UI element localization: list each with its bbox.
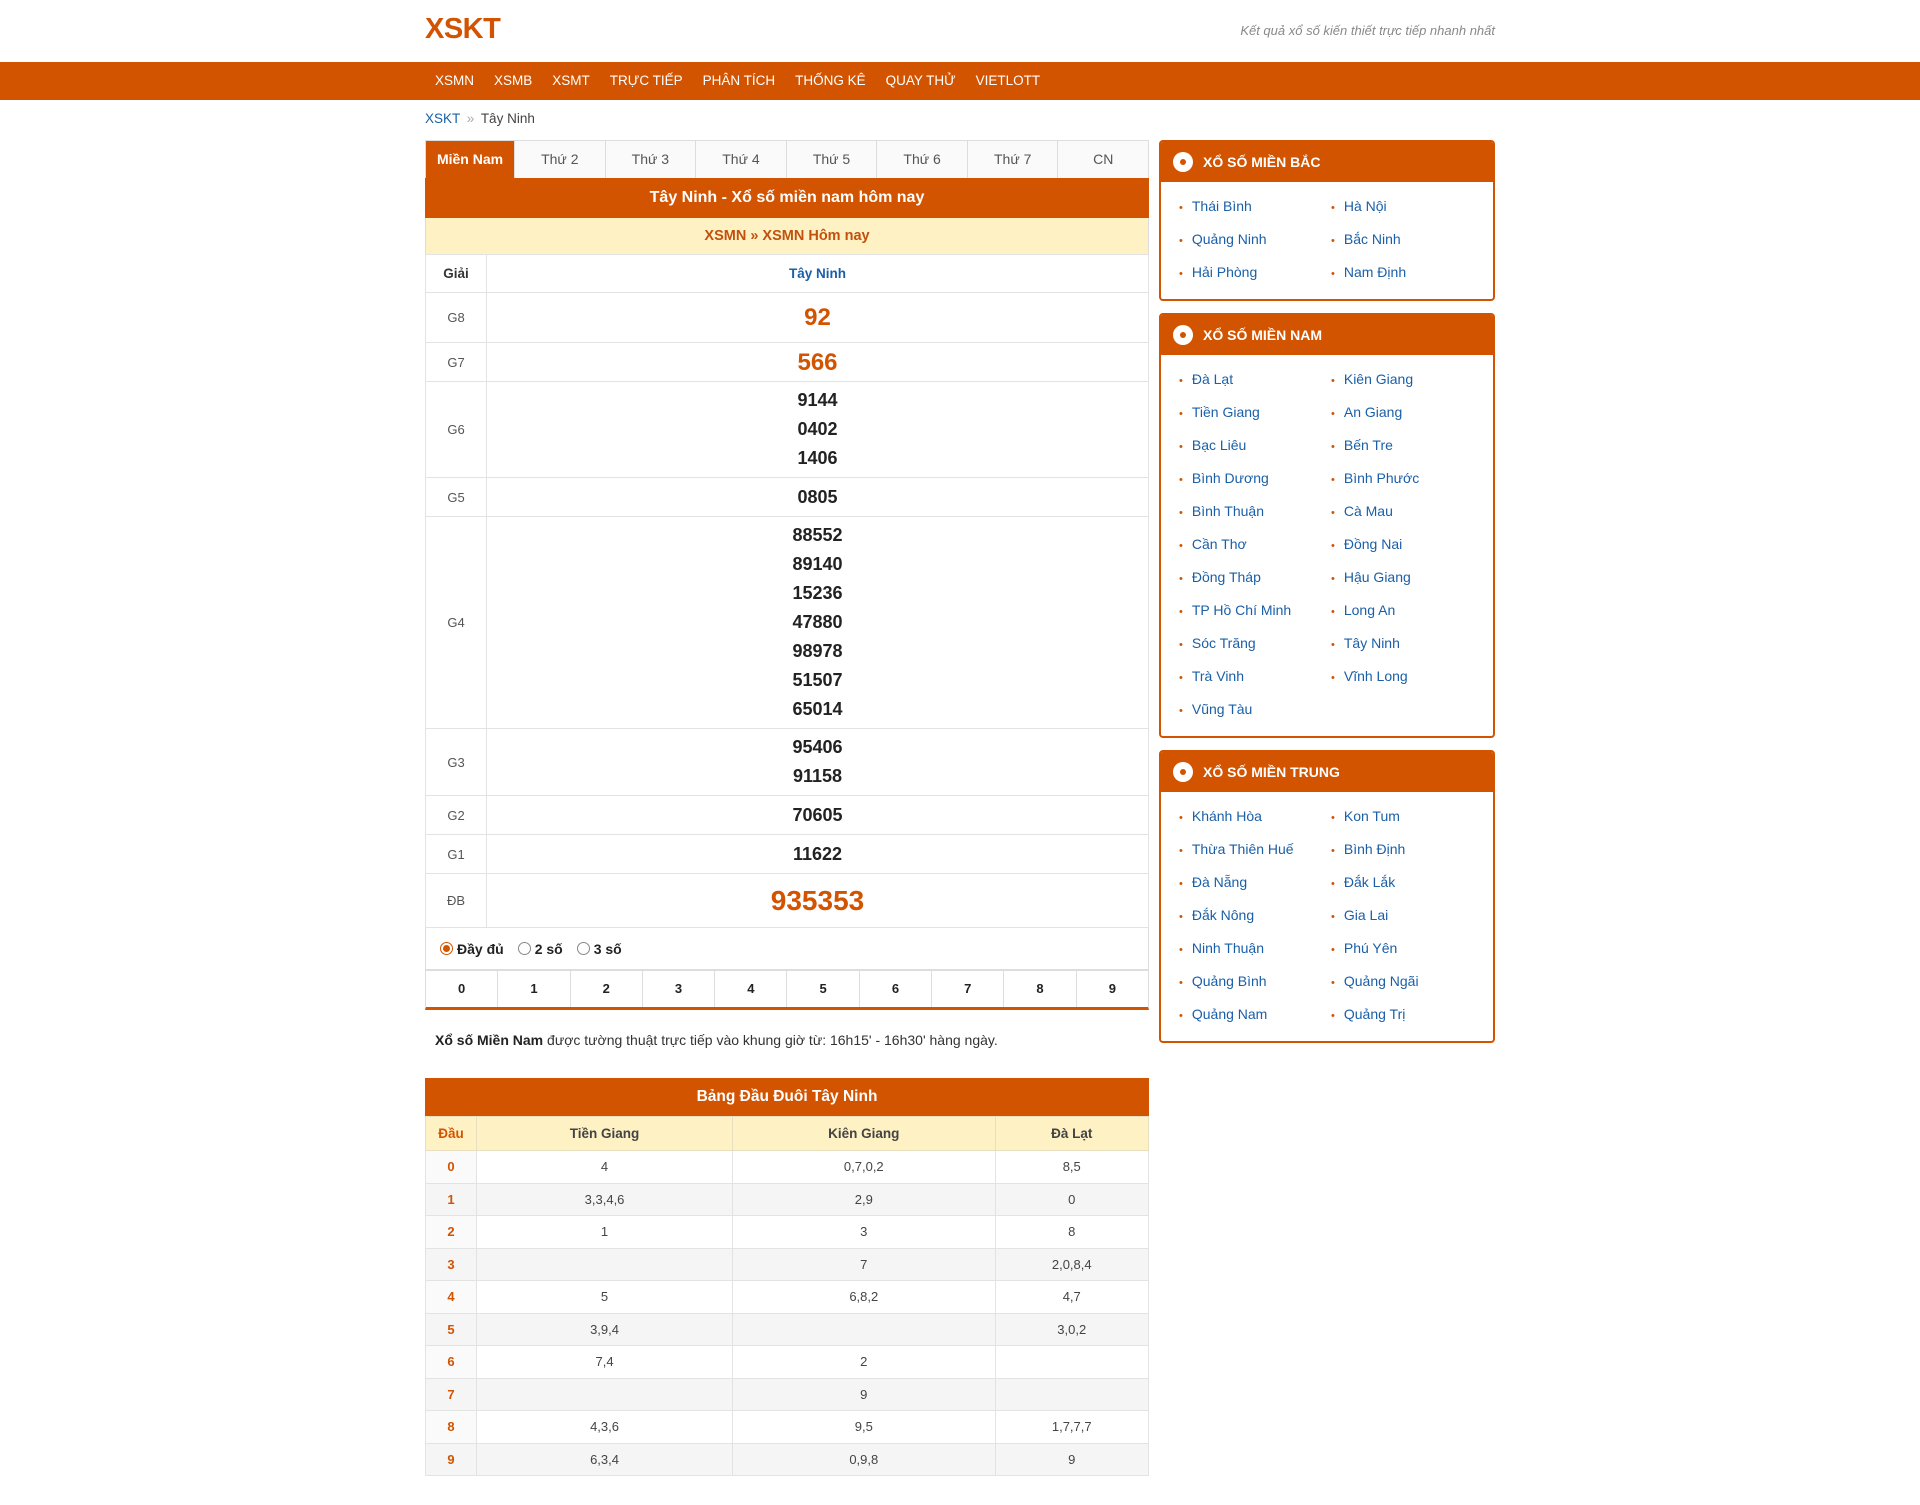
dau-duoi-title: Bảng Đầu Đuôi Tây Ninh [425, 1078, 1149, 1116]
province-name: Đồng Nai [1343, 536, 1403, 552]
dau-duoi-row [426, 1151, 1149, 1184]
province-link[interactable] [1179, 433, 1331, 466]
bullet-icon: • [1179, 474, 1183, 486]
bullet-icon: • [1179, 573, 1183, 585]
region-box [1159, 313, 1495, 738]
bullet-icon: • [1331, 474, 1335, 486]
prize-number: 89140 [792, 554, 843, 574]
dau-cell: 8 [426, 1411, 477, 1444]
province-link[interactable] [1331, 969, 1483, 1002]
col-header-giai: Giải [426, 255, 487, 293]
breadcrumb-home[interactable]: XSKT [425, 111, 461, 126]
province-name: An Giang [1343, 404, 1403, 420]
region-box-title: XỔ SỐ MIỀN NAM [1203, 327, 1323, 343]
bullet-icon: • [1179, 375, 1183, 387]
province-name: Hậu Giang [1343, 569, 1411, 585]
province-link[interactable] [1179, 260, 1331, 293]
bullet-icon: • [1331, 845, 1335, 857]
province-link[interactable] [1179, 697, 1331, 730]
province-link[interactable] [1179, 804, 1331, 837]
tab-day[interactable]: Thứ 7 [968, 141, 1059, 178]
duoi-cell: 5 [477, 1281, 733, 1314]
bullet-icon: • [1331, 573, 1335, 585]
digit-filter-button[interactable]: 9 [1108, 981, 1116, 996]
province-name: Cần Thơ [1191, 536, 1247, 552]
prize-number: 65014 [792, 699, 843, 719]
province-name: Bình Thuận [1191, 503, 1264, 519]
province-link[interactable] [1179, 565, 1331, 598]
dau-duoi-row [426, 1216, 1149, 1249]
result-subtitle[interactable]: XSMN » XSMN Hôm nay [425, 218, 1149, 254]
bullet-icon: • [1331, 606, 1335, 618]
tab-day[interactable]: Thứ 2 [515, 141, 606, 178]
province-link[interactable] [1331, 367, 1483, 400]
province-name: Cà Mau [1343, 503, 1393, 519]
bullet-icon: • [1179, 507, 1183, 519]
province-link[interactable] [1179, 870, 1331, 903]
prize-numbers [487, 478, 1149, 517]
province-link[interactable] [1331, 260, 1483, 293]
province-name: Đắk Lắk [1343, 874, 1396, 890]
prize-label: G3 [426, 729, 487, 796]
province-name: Thừa Thiên Huế [1191, 841, 1294, 857]
bullet-icon: • [1179, 235, 1183, 247]
province-name: Nam Định [1343, 264, 1407, 280]
duoi-cell: 7 [733, 1248, 995, 1281]
duoi-cell: 4 [477, 1151, 733, 1184]
dau-duoi-header: Kiên Giang [733, 1117, 995, 1151]
region-province-list [1161, 182, 1493, 299]
nav-item[interactable]: PHÂN TÍCH [702, 73, 776, 88]
duoi-cell: 8,5 [995, 1151, 1149, 1184]
province-link[interactable] [1179, 532, 1331, 565]
duoi-cell: 0,9,8 [733, 1443, 995, 1476]
result-title: Tây Ninh - Xổ số miền nam hôm nay [425, 178, 1149, 218]
province-name: Sóc Trăng [1191, 635, 1256, 651]
prize-label: G6 [426, 382, 487, 478]
province-link[interactable] [1331, 870, 1483, 903]
bullet-icon: • [1331, 441, 1335, 453]
site-logo[interactable]: XSKT [425, 13, 501, 45]
duoi-cell: 6,3,4 [477, 1443, 733, 1476]
province-name: Phú Yên [1343, 940, 1398, 956]
circle-dot-icon [1173, 762, 1193, 782]
bullet-icon: • [1331, 507, 1335, 519]
digit-filter-button[interactable]: 3 [643, 971, 715, 1007]
dau-duoi-row [426, 1346, 1149, 1379]
duoi-cell: 0 [995, 1183, 1149, 1216]
province-link[interactable] [1331, 400, 1483, 433]
schedule-note [425, 1032, 1149, 1048]
prize-row [426, 517, 1149, 729]
prize-row [426, 382, 1149, 478]
digit-filter-button[interactable]: 5 [787, 971, 859, 1007]
province-name: Tiền Giang [1191, 404, 1260, 420]
region-box-title: XỔ SỐ MIỀN TRUNG [1203, 764, 1340, 780]
duoi-cell: 7,4 [477, 1346, 733, 1379]
bullet-icon: • [1331, 375, 1335, 387]
province-name: Đà Nẵng [1191, 874, 1248, 890]
tab-day[interactable]: Thứ 4 [696, 141, 787, 178]
nav-item[interactable]: VIETLOTT [975, 73, 1041, 88]
prize-row [426, 729, 1149, 796]
bullet-icon: • [1179, 606, 1183, 618]
dau-duoi-row [426, 1411, 1149, 1444]
province-name: Đắk Nông [1191, 907, 1255, 923]
radio-button[interactable] [518, 942, 531, 955]
province-link[interactable] [1179, 837, 1331, 870]
prize-numbers [487, 293, 1149, 343]
dau-duoi-box [425, 1078, 1149, 1476]
province-link[interactable] [1331, 664, 1483, 697]
dau-cell: 2 [426, 1216, 477, 1249]
bullet-icon: • [1179, 441, 1183, 453]
region-box-title: XỔ SỐ MIỀN BẮC [1203, 154, 1321, 170]
region-box [1159, 140, 1495, 301]
bullet-icon: • [1331, 911, 1335, 923]
region-province-list [1161, 355, 1493, 736]
duoi-cell [995, 1378, 1149, 1411]
province-name: Hải Phòng [1191, 264, 1258, 280]
bullet-icon: • [1179, 639, 1183, 651]
duoi-cell: 9 [995, 1443, 1149, 1476]
prize-label: G2 [426, 796, 487, 835]
bullet-icon: • [1179, 878, 1183, 890]
duoi-cell: 1,7,7,7 [995, 1411, 1149, 1444]
dau-duoi-table [425, 1116, 1149, 1476]
bullet-icon: • [1179, 705, 1183, 717]
nav-item[interactable]: QUAY THỬ [885, 73, 956, 88]
province-name: Kiên Giang [1343, 371, 1414, 387]
bullet-icon: • [1179, 911, 1183, 923]
province-name: Quảng Ninh [1191, 231, 1267, 247]
tab-day[interactable]: CN [1058, 141, 1148, 178]
province-link[interactable] [1179, 903, 1331, 936]
bullet-icon: • [1331, 639, 1335, 651]
mode-label: 3 số [593, 940, 622, 957]
prize-number: 91158 [792, 766, 843, 786]
province-name: Gia Lai [1343, 907, 1389, 923]
prize-number: 1406 [797, 448, 838, 468]
province-name: Bạc Liêu [1191, 437, 1247, 453]
province-link[interactable] [1331, 532, 1483, 565]
province-name: Bình Phước [1343, 470, 1420, 486]
bullet-icon: • [1331, 944, 1335, 956]
dau-duoi-row [426, 1183, 1149, 1216]
region-province-list [1161, 792, 1493, 1041]
display-mode-options [425, 928, 1149, 970]
dau-cell: 3 [426, 1248, 477, 1281]
duoi-cell: 1 [477, 1216, 733, 1249]
bullet-icon: • [1179, 408, 1183, 420]
duoi-cell: 2,9 [733, 1183, 995, 1216]
duoi-cell: 2,0,8,4 [995, 1248, 1149, 1281]
prize-row [426, 796, 1149, 835]
duoi-cell: 3,3,4,6 [477, 1183, 733, 1216]
digit-filter-button[interactable]: 1 [498, 971, 570, 1007]
tab-day[interactable]: Thứ 5 [787, 141, 878, 178]
duoi-cell [995, 1346, 1149, 1379]
prize-number: 88552 [792, 525, 843, 545]
bullet-icon: • [1179, 944, 1183, 956]
digit-filter-button[interactable]: 7 [932, 971, 1004, 1007]
duoi-cell: 4,3,6 [477, 1411, 733, 1444]
col-header-province[interactable]: Tây Ninh [487, 255, 1149, 293]
prize-number: 98978 [792, 641, 843, 661]
digit-filter-button[interactable]: 0 [426, 971, 498, 1007]
province-link[interactable] [1331, 565, 1483, 598]
region-box-header [1161, 315, 1493, 355]
province-name: Hà Nội [1343, 198, 1387, 214]
province-name: Bến Tre [1343, 437, 1393, 453]
digit-filter-button[interactable]: 8 [1004, 971, 1076, 1007]
bullet-icon: • [1331, 540, 1335, 552]
province-link[interactable] [1179, 598, 1331, 631]
nav-item[interactable]: XSMB [494, 73, 533, 88]
province-link[interactable] [1179, 631, 1331, 664]
bullet-icon: • [1179, 977, 1183, 989]
prize-number: 47880 [792, 612, 843, 632]
province-name: Quảng Nam [1191, 1006, 1268, 1022]
mode-option[interactable] [518, 941, 563, 957]
bullet-icon: • [1331, 408, 1335, 420]
digit-filter [425, 970, 1149, 1010]
prize-number: 0805 [797, 486, 838, 507]
province-link[interactable] [1331, 194, 1483, 227]
province-name: Bắc Ninh [1343, 231, 1401, 247]
province-link[interactable] [1179, 969, 1331, 1002]
radio-button[interactable] [440, 942, 453, 955]
duoi-cell: 4,7 [995, 1281, 1149, 1314]
prize-number: 566 [797, 348, 838, 376]
mode-label: 2 số [534, 940, 563, 957]
dau-duoi-header: Đầu [426, 1117, 477, 1151]
prize-numbers [487, 382, 1149, 478]
prize-number: 92 [804, 304, 831, 331]
province-link[interactable] [1331, 903, 1483, 936]
circle-dot-icon [1173, 152, 1193, 172]
bullet-icon: • [1179, 202, 1183, 214]
province-link[interactable] [1179, 367, 1331, 400]
dau-duoi-row [426, 1281, 1149, 1314]
prize-numbers [487, 729, 1149, 796]
prize-number: 935353 [770, 885, 865, 916]
day-tabs [425, 140, 1149, 178]
province-name: Tây Ninh [1343, 635, 1400, 651]
site-header [0, 0, 1920, 62]
breadcrumb-current: Tây Ninh [480, 111, 535, 126]
prize-row [426, 293, 1149, 343]
prize-row [426, 343, 1149, 382]
dau-duoi-row [426, 1443, 1149, 1476]
digit-filter-button[interactable]: 4 [715, 971, 787, 1007]
prize-numbers [487, 343, 1149, 382]
province-link[interactable] [1179, 466, 1331, 499]
bullet-icon: • [1331, 202, 1335, 214]
bullet-icon: • [1331, 268, 1335, 280]
dau-cell: 4 [426, 1281, 477, 1314]
bullet-icon: • [1331, 235, 1335, 247]
province-link[interactable] [1179, 1002, 1331, 1035]
province-name: Kon Tum [1343, 808, 1400, 824]
province-link[interactable] [1331, 936, 1483, 969]
dau-cell: 9 [426, 1443, 477, 1476]
province-link[interactable] [1179, 664, 1331, 697]
dau-duoi-row [426, 1378, 1149, 1411]
radio-button[interactable] [577, 942, 590, 955]
region-box-header [1161, 142, 1493, 182]
nav-item[interactable]: THỐNG KÊ [795, 73, 866, 88]
province-link[interactable] [1331, 837, 1483, 870]
prize-row [426, 478, 1149, 517]
bullet-icon: • [1179, 812, 1183, 824]
region-box [1159, 750, 1495, 1043]
main-content [425, 140, 1149, 1476]
sidebar [1159, 140, 1495, 1055]
duoi-cell: 8 [995, 1216, 1149, 1249]
dau-cell: 6 [426, 1346, 477, 1379]
province-link[interactable] [1179, 936, 1331, 969]
dau-duoi-row [426, 1248, 1149, 1281]
duoi-cell [477, 1248, 733, 1281]
nav-item[interactable]: TRỰC TIẾP [609, 73, 683, 88]
province-name: Bình Dương [1191, 470, 1269, 486]
province-name: Trà Vinh [1191, 668, 1244, 684]
prize-number: 70605 [792, 804, 843, 825]
prize-numbers [487, 835, 1149, 874]
province-link[interactable] [1179, 227, 1331, 260]
dau-cell: 0 [426, 1151, 477, 1184]
prize-row [426, 874, 1149, 928]
duoi-cell: 9 [733, 1378, 995, 1411]
digit-filter-button[interactable]: 2 [571, 971, 643, 1007]
province-name: Quảng Trị [1343, 1006, 1406, 1022]
province-name: Thái Bình [1191, 198, 1252, 214]
prize-row [426, 835, 1149, 874]
dau-cell: 1 [426, 1183, 477, 1216]
prize-numbers [487, 517, 1149, 729]
duoi-cell: 3 [733, 1216, 995, 1249]
province-link[interactable] [1331, 631, 1483, 664]
result-table [425, 254, 1149, 928]
province-name: Quảng Ngãi [1343, 973, 1419, 989]
prize-number: 11622 [792, 843, 843, 864]
mode-label: Đầy đủ [457, 940, 504, 957]
duoi-cell: 9,5 [733, 1411, 995, 1444]
province-name: Long An [1343, 602, 1396, 618]
bullet-icon: • [1331, 812, 1335, 824]
tab-day[interactable]: Miền Nam [426, 141, 515, 178]
bullet-icon: • [1331, 672, 1335, 684]
prize-number: 9144 [797, 390, 838, 410]
prize-label: G1 [426, 835, 487, 874]
prize-number: 51507 [792, 670, 843, 690]
duoi-cell: 6,8,2 [733, 1281, 995, 1314]
bullet-icon: • [1331, 878, 1335, 890]
breadcrumb [425, 111, 535, 126]
site-slogan: Kết quả xổ số kiến thiết trực tiếp nhanh nhất [1240, 23, 1495, 38]
duoi-cell: 3,0,2 [995, 1313, 1149, 1346]
circle-dot-icon [1173, 325, 1193, 345]
bullet-icon: • [1179, 268, 1183, 280]
province-link[interactable] [1331, 1002, 1483, 1035]
province-link[interactable] [1331, 466, 1483, 499]
duoi-cell: 3,9,4 [477, 1313, 733, 1346]
duoi-cell [477, 1378, 733, 1411]
breadcrumb-separator: » [466, 111, 475, 126]
duoi-cell: 0,7,0,2 [733, 1151, 995, 1184]
province-name: Quảng Bình [1191, 973, 1267, 989]
prize-number: 0402 [797, 419, 838, 439]
province-link[interactable] [1331, 227, 1483, 260]
prize-numbers [487, 796, 1149, 835]
nav-item[interactable]: XSMT [552, 73, 590, 88]
province-name: Vũng Tàu [1191, 701, 1253, 717]
province-name: Đà Lạt [1191, 371, 1234, 387]
province-name: Khánh Hòa [1191, 808, 1262, 824]
province-name: Đồng Tháp [1191, 569, 1261, 585]
digit-filter-button[interactable]: 6 [860, 971, 932, 1007]
province-link[interactable] [1331, 433, 1483, 466]
dau-cell: 7 [426, 1378, 477, 1411]
province-link[interactable] [1331, 598, 1483, 631]
dau-duoi-header: Đà Lạt [995, 1117, 1149, 1151]
province-link[interactable] [1179, 194, 1331, 227]
prize-label: ĐB [426, 874, 487, 928]
bullet-icon: • [1179, 845, 1183, 857]
dau-duoi-row [426, 1313, 1149, 1346]
province-name: TP Hồ Chí Minh [1191, 602, 1292, 618]
mode-option[interactable] [577, 941, 622, 957]
province-link[interactable] [1331, 499, 1483, 532]
prize-label: G4 [426, 517, 487, 729]
prize-numbers [487, 874, 1149, 928]
nav-item[interactable]: XSMN [435, 73, 475, 88]
province-name: Vĩnh Long [1343, 668, 1408, 684]
bullet-icon: • [1331, 1010, 1335, 1022]
province-name: Bình Định [1343, 841, 1406, 857]
duoi-cell [733, 1313, 995, 1346]
prize-number: 95406 [792, 737, 843, 757]
bullet-icon: • [1179, 1010, 1183, 1022]
prize-number: 15236 [792, 583, 843, 603]
region-box-header [1161, 752, 1493, 792]
prize-label: G7 [426, 343, 487, 382]
bullet-icon: • [1179, 672, 1183, 684]
tab-day[interactable]: Thứ 6 [877, 141, 968, 178]
prize-label: G8 [426, 293, 487, 343]
schedule-note-text: được tường thuật trực tiếp vào khung giờ từ: 16h15' - 16h30' hàng ngày. [543, 1032, 998, 1048]
bullet-icon: • [1331, 977, 1335, 989]
nav-menu [425, 62, 1050, 100]
tab-day[interactable]: Thứ 3 [606, 141, 697, 178]
prize-label: G5 [426, 478, 487, 517]
mode-option[interactable] [440, 941, 504, 957]
province-link[interactable] [1331, 804, 1483, 837]
bullet-icon: • [1179, 540, 1183, 552]
dau-cell: 5 [426, 1313, 477, 1346]
province-link[interactable] [1179, 400, 1331, 433]
province-link[interactable] [1179, 499, 1331, 532]
province-name: Ninh Thuận [1191, 940, 1264, 956]
schedule-note-bold: Xổ số Miền Nam [435, 1032, 544, 1048]
dau-duoi-header: Tiền Giang [477, 1117, 733, 1151]
duoi-cell: 2 [733, 1346, 995, 1379]
